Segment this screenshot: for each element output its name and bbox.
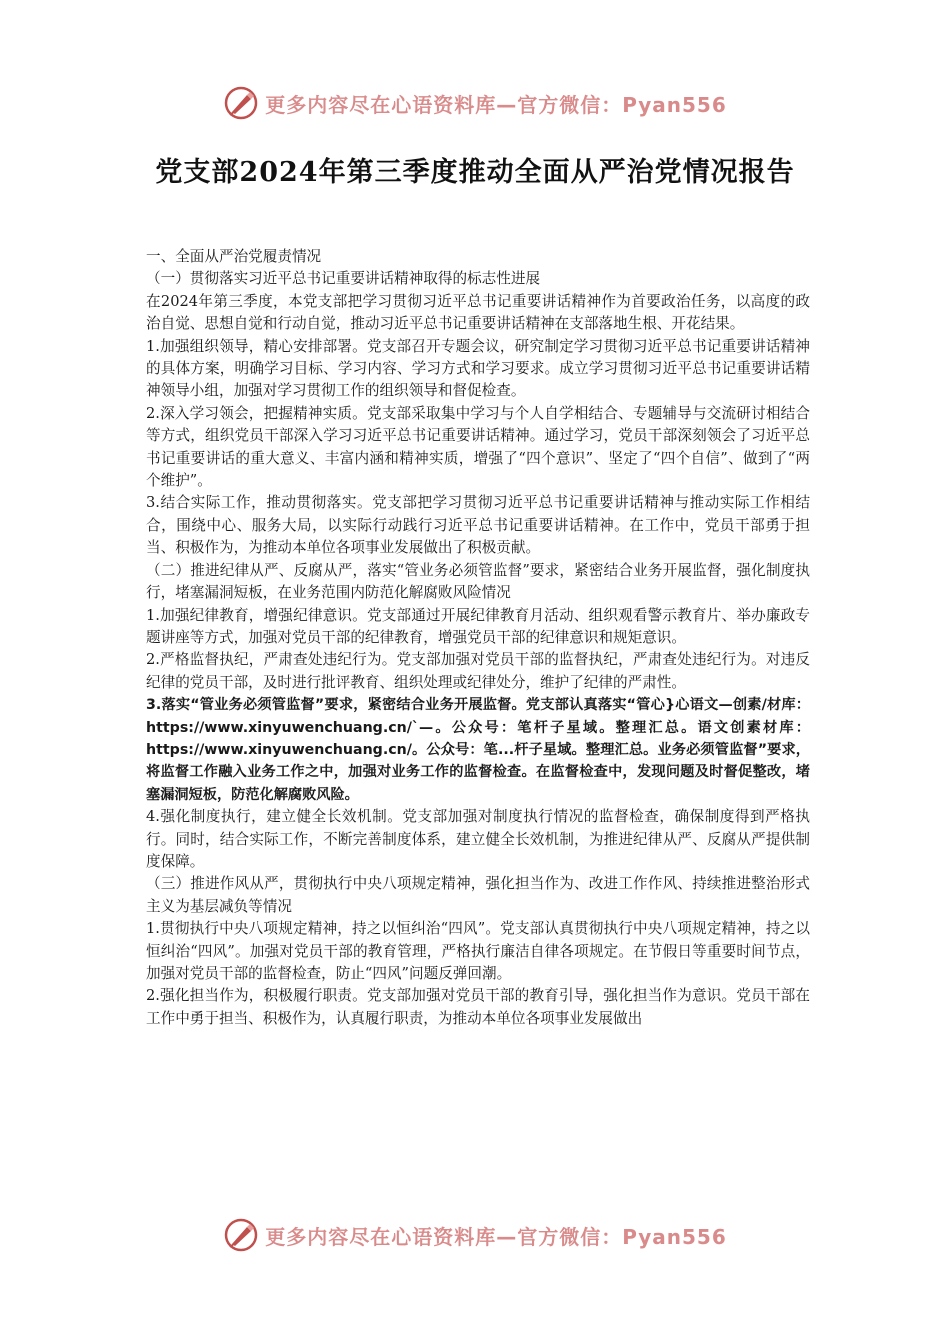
subsection-heading: （二）推进纪律从严、反腐从严，落实“管业务必须管监督”要求，紧密结合业务开展监督，强化制度执行，堵塞漏洞短板，在业务范围内防范化解腐败风险情况 [146,561,810,602]
section-heading: 一、全面从严治党履责情况 [146,248,322,265]
pen-nib-logo-icon [223,1217,259,1253]
body-paragraph: 在2024年第三季度，本党支部把学习贯彻习近平总书记重要讲话精神作为首要政治任务，以高度的政治自觉、思想自觉和行动自觉，推动习近平总书记重要讲话精神在支部落地生根、开花结果。 [146,292,810,333]
subsection-heading: （三）推进作风从严，贯彻执行中央八项规定精神，强化担当作为、改进工作作风、持续推进整治形式主义为基层减负等情况 [146,875,810,915]
body-paragraph: 2.强化担当作为，积极履行职责。党支部加强对党员干部的教育引导，强化担当作为意识。党员干部在工作中勇于担当、积极作为，认真履行职责，为推动本单位各项事业发展做出 [146,987,810,1027]
document-title: 党支部2024年第三季度推动全面从严治党情况报告 [155,157,795,188]
body-paragraph: 1.加强纪律教育，增强纪律意识。党支部通过开展纪律教育月活动、组织观看警示教育片、举办廉政专题讲座等方式，加强对党员干部的纪律教育，增强党员干部的纪律意识和规矩意识。 [146,606,810,646]
body-paragraph: 2.严格监督执纪，严肃查处违纪行为。党支部加强对党员干部的监督执纪，严肃查处违纪行为。对违反纪律的党员干部，及时进行批评教育、组织处理或纪律处分，维护了纪律的严肃性。 [146,651,810,691]
body-paragraph: 3.结合实际工作，推动贯彻落实。党支部把学习贯彻习近平总书记重要讲话精神与推动实际工作相结合，围绕中心、服务大局，以实际行动践行习近平总书记重要讲话精神。在工作中，党员干部勇于担当、积极作为，为推动本单位各项事业发展做出了积极贡献。 [146,494,810,557]
subsection-heading: （一）贯彻落实习近平总书记重要讲话精神取得的标志性进展 [146,270,541,288]
header-banner [0,78,950,128]
pen-nib-logo-icon [223,85,259,121]
body-paragraph: 2.深入学习领会，把握精神实质。党支部采取集中学习与个人自学相结合、专题辅导与交流研讨相结合等方式，组织党员干部深入学习习近平总书记重要讲话精神。通过学习，党员干部深刻领会了习近平总书记重要讲话的重大意义、丰富内涵和精神实质，增强了“四个意识”、坚定了“四个自信”、做到了“两个维护”。 [146,404,810,490]
body-paragraph: 4.强化制度执行，建立健全长效机制。党支部加强对制度执行情况的监督检查，确保制度得到严格执行。同时，结合实际工作，不断完善制度体系，建立健全长效机制，为推进纪律从严、反腐从严提供制度保障。 [146,808,810,870]
body-paragraph-inserted: 3.落实“管业务必须管监督”要求，紧密结合业务开展监督。党支部认真落实“管心}心语文—创素/材库：https://www.xinyuwenchuang.cn/`—。公众号：笔杆子星域。整理汇总。语文创素材库：https://www.xinyuwenchuang.cn/。公众号：笔...杆子星域。整理汇总。业务必须管监督”要求，将监督工作融入业务工作之中，加强对业务工作的监督检查。在监督检查中，发现问题及时督促整改，堵塞漏洞短板，防范化解腐败风险。 [146,697,810,803]
banner-text: 更多内容尽在心语资料库—官方微信：Pyan556 [265,1224,727,1249]
banner-text: 更多内容尽在心语资料库—官方微信：Pyan556 [265,92,727,117]
body-paragraph: 1.贯彻执行中央八项规定精神，持之以恒纠治“四风”。党支部认真贯彻执行中央八项规定精神，持之以恒纠治“四风”。加强对党员干部的教育管理，严格执行廉洁自律各项规定。在节假日等重要时间节点，加强对党员干部的监督检查，防止“四风”问题反弹回潮。 [146,920,810,982]
body-paragraph: 1.加强组织领导，精心安排部署。党支部召开专题会议，研究制定学习贯彻习近平总书记重要讲话精神的具体方案，明确学习目标、学习内容、学习方式和学习要求。成立学习贯彻习近平总书记重要讲话精神领导小组，加强对学习贯彻工作的组织领导和督促检查。 [146,337,810,400]
footer-banner [0,1210,950,1260]
document-body [146,246,810,1030]
